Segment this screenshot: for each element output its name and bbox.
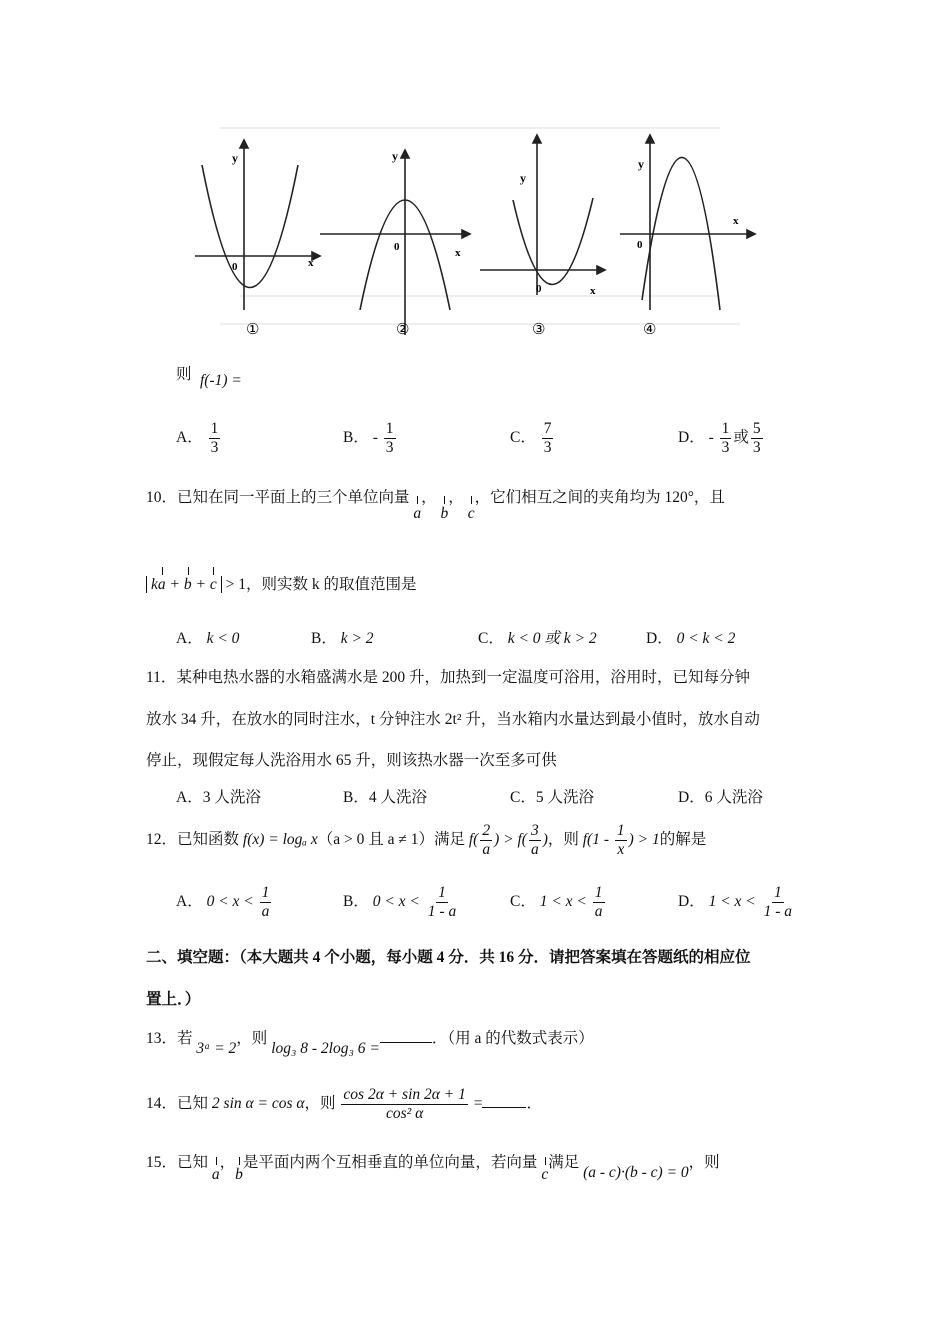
q10-option-c-letter: C． (478, 630, 504, 647)
q15-text-a: 已知 (177, 1154, 209, 1171)
q12-option-d (678, 884, 796, 921)
q12-option-a (176, 884, 273, 921)
q12-line (146, 822, 706, 859)
q11-option-c (510, 785, 594, 807)
vector-c: c (209, 576, 217, 593)
vector-c: c (467, 505, 475, 522)
fraction-den: a (530, 840, 539, 858)
q11-option-d-text: 6 人洗浴 (704, 789, 763, 806)
fraction-den: x (617, 840, 625, 858)
q11-option-d (678, 785, 763, 807)
graph-2-x-arrow (462, 230, 470, 238)
q13-given: 3ᵃ = 2 (196, 1040, 237, 1057)
q9-option-c-fraction (542, 420, 554, 457)
vector-c: c (541, 1166, 549, 1183)
fraction-den: a (482, 840, 491, 858)
q11-line2: 放水 34 升，在放水的同时注水，t 分钟注水 2t² 升，当水箱内水量达到最小值时，放水自动 (146, 711, 760, 728)
q14-text-b: ，则 (304, 1094, 336, 1112)
q11-option-b (343, 785, 427, 807)
q9-option-d (678, 420, 765, 457)
vector-b: b (440, 505, 449, 522)
fraction-den: 3 (752, 438, 761, 456)
q12-inequality: f( $\frac{2}{a}$ ) > f( $\frac{3}{a}$ ) (468, 822, 548, 858)
fraction-den: cos² α (385, 1104, 424, 1122)
q15-text-c: 满足 (548, 1154, 580, 1171)
q10-option-c-text: k < 0 或 k > 2 (507, 630, 597, 647)
fraction-num: 7 (543, 420, 552, 437)
q10-option-a-letter: A． (176, 630, 203, 647)
fraction-num: 1 (616, 822, 625, 839)
q9-option-b-sign: - (372, 428, 378, 446)
fraction-num: 1 (594, 884, 603, 901)
q13-number: 13． (146, 1030, 178, 1047)
fraction-num: cos 2α + sin 2α + 1 (343, 1086, 466, 1103)
q13-expression: log₃ 8 - 2log₃ 6 = (271, 1040, 380, 1057)
fraction-num: 3 (530, 822, 539, 839)
fraction-den: 3 (210, 438, 219, 456)
q9-option-b-fraction (384, 420, 396, 457)
q10-condition-tail: > 1 (225, 576, 246, 593)
q15-text-b: 是平面内两个互相垂直的单位向量，若向量 (242, 1154, 538, 1171)
q15-number: 15． (146, 1154, 178, 1171)
graph-3-x-arrow (597, 266, 605, 274)
q9-option-d-fraction-2 (751, 420, 763, 457)
q11-option-a-letter: A． (176, 789, 203, 806)
q10-abs-expression: ka + b + c (146, 576, 222, 593)
fraction-den: 1 - a (763, 902, 793, 920)
fraction-num: 1 (438, 884, 446, 901)
q11-number: 11． (146, 669, 177, 686)
q12-option-d-letter: D． (678, 892, 705, 910)
q12-number: 12． (146, 830, 178, 848)
q14-tail: ． (526, 1094, 542, 1112)
q10-line2 (146, 572, 416, 594)
fraction-num: 5 (752, 420, 761, 437)
q12-option-c (510, 884, 607, 921)
graph-1-y-arrow (240, 140, 248, 148)
q12-target-inequality: f(1 - $\frac{1}{x}$ ) > 1 (582, 822, 660, 858)
q11-line1 (146, 665, 750, 687)
fraction-num: 1 (721, 420, 730, 437)
q9-prefix-text: 则 (176, 366, 192, 383)
fraction-den: a (261, 902, 270, 920)
graph-3-y-label: y (520, 171, 526, 185)
q14-number: 14． (146, 1094, 178, 1112)
graph-1-label: ① (246, 322, 260, 338)
graph-2-origin: 0 (394, 241, 400, 253)
graph-4-x-label: x (733, 215, 739, 227)
q11-option-a (176, 785, 261, 807)
fraction-num: 1 (261, 884, 270, 901)
q12-option-d-left: 1 < x < (708, 892, 756, 910)
q10-text-a: 已知在同一平面上的三个单位向量 (177, 489, 410, 506)
graph-4-origin: 0 (637, 239, 643, 251)
q10-option-b (311, 626, 374, 648)
q15-expression: (a - c)·(b - c) = 0 (583, 1164, 689, 1181)
vector-a: a (157, 576, 166, 593)
vector-b: b (235, 1166, 243, 1183)
vector-b: b (183, 576, 192, 593)
q14-equals: = (473, 1094, 483, 1112)
q10-option-b-text: k > 2 (340, 630, 374, 647)
fraction-den: 3 (543, 438, 552, 456)
q9-option-b (343, 420, 398, 457)
q11-option-c-letter: C． (510, 789, 536, 806)
graph-2-y-arrow (401, 150, 409, 158)
q10-text-c: ，则实数 k 的取值范围是 (245, 576, 417, 593)
fraction-num: 2 (482, 822, 491, 839)
q13-line (146, 1026, 594, 1057)
vector-a: a (413, 505, 422, 522)
q12-option-b-left: 0 < x < (372, 892, 420, 910)
q14-answer-blank[interactable] (482, 1093, 526, 1108)
q11-option-b-letter: B． (343, 789, 369, 806)
fraction-num: 1 (385, 420, 394, 437)
fraction-num: 1 (773, 884, 782, 901)
q10-line1 (146, 485, 725, 522)
q14-fraction (341, 1086, 467, 1123)
graph-2-x-label: x (455, 247, 461, 259)
q9-option-a (176, 420, 222, 457)
graph-3-origin: 0 (536, 283, 542, 295)
q10-k: k (151, 576, 158, 593)
graph-1-x-label: x (308, 257, 314, 269)
q10-separator: ， (448, 489, 464, 506)
graph-1-origin: 0 (232, 261, 238, 273)
q10-number: 10． (146, 489, 178, 506)
q11-option-d-letter: D． (678, 789, 705, 806)
q10-option-d (646, 626, 735, 648)
q14-line (146, 1086, 542, 1123)
graph-4-label: ④ (643, 322, 657, 338)
q11-option-b-text: 4 人洗浴 (368, 789, 427, 806)
q12-text-b: ，则 (547, 830, 579, 848)
graph-3-curve (513, 198, 593, 285)
q12-text-c: 的解是 (659, 830, 707, 848)
vector-a: a (211, 1166, 220, 1183)
q10-option-c (478, 626, 597, 648)
q11-line3: 停止，现假定每人洗浴用水 65 升，则该热水器一次至多可供 (146, 752, 557, 769)
q12-option-b (343, 884, 460, 921)
q13-answer-blank[interactable] (380, 1028, 432, 1043)
graph-3 (480, 135, 605, 295)
q14-given: 2 sin α = cos α (211, 1094, 305, 1112)
graph-1-y-label: y (232, 151, 238, 165)
q9-option-b-letter: B． (343, 428, 369, 446)
faint-scan-artifacts (220, 128, 740, 324)
q10-option-a-text: k < 0 (206, 630, 240, 647)
q13-tail: ．（用 a 的代数式表示） (431, 1030, 594, 1047)
q10-option-b-letter: B． (311, 630, 337, 647)
q15-tail: ，则 (688, 1154, 720, 1171)
q11-line1-text: 某种电热水器的水箱盛满水是 200 升，加热到一定温度可浴用，浴用时，已知每分钟 (176, 669, 750, 686)
q9-option-a-letter: A． (176, 428, 203, 446)
fraction-den: 1 - a (427, 902, 457, 920)
graph-4-y-arrow (646, 135, 654, 143)
q13-text-b: ，则 (236, 1030, 268, 1047)
q9-option-d-joiner: 或 (733, 428, 749, 446)
q9-option-d-letter: D． (678, 428, 705, 446)
q10-option-a (176, 626, 239, 648)
quadratic-graphs-figure (180, 110, 780, 350)
q10-text-b: ，它们相互之间的夹角均为 120°，且 (474, 489, 725, 506)
q9-prefix (176, 362, 192, 384)
q13-text-a: 若 (177, 1030, 193, 1047)
section2-title-line1: 二、填空题：（本大题共 4 个小题，每小题 4 分．共 16 分．请把答案填在答题纸的相应位 (146, 949, 751, 966)
q9-option-a-fraction (209, 420, 221, 457)
q12-option-a-letter: A． (176, 892, 203, 910)
q15-line: 15．已知 a，b是平面内两个互相垂直的单位向量，若向量 c满足 (a - c)·(b - c) = 0，则 (146, 1154, 720, 1183)
graph-4-x-arrow (747, 230, 755, 238)
graph-1 (195, 140, 320, 310)
q9-expression: f(-1) = (200, 372, 242, 389)
q12-option-c-left: 1 < x < (539, 892, 587, 910)
graph-2-y-label: y (392, 149, 398, 163)
graph-2-label: ② (396, 322, 410, 338)
fraction-den: 3 (721, 438, 730, 456)
q12-option-b-letter: B． (343, 892, 369, 910)
section2-title-line2: 置上．） (146, 991, 201, 1008)
graph-4-y-label: y (638, 157, 644, 171)
q14-text-a: 已知 (177, 1094, 209, 1112)
q9-option-d-sign: - (708, 428, 714, 446)
q12-option-c-letter: C． (510, 892, 536, 910)
q11-option-c-text: 5 人洗浴 (535, 789, 594, 806)
graph-3-x-label: x (590, 285, 596, 297)
graph-1-curve (202, 165, 298, 288)
q12-option-a-left: 0 < x < (206, 892, 254, 910)
fraction-den: 3 (385, 438, 394, 456)
graph-3-y-arrow (533, 135, 541, 143)
fraction-den: a (594, 902, 603, 920)
q11-option-a-text: 3 人洗浴 (202, 789, 261, 806)
fraction-num: 1 (210, 420, 219, 437)
q12-function: f(x) = logₐ x (242, 830, 318, 848)
q12-condition: （a > 0 且 a ≠ 1）满足 (317, 830, 465, 848)
q9-option-d-fraction-1 (720, 420, 732, 457)
q12-text-a: 已知函数 (177, 830, 240, 848)
q9-option-c (510, 420, 555, 457)
q9-option-c-letter: C． (510, 428, 536, 446)
q10-option-d-text: 0 < k < 2 (676, 630, 736, 647)
graph-3-label: ③ (532, 322, 546, 338)
q10-separator: ， (421, 489, 437, 506)
q10-option-d-letter: D． (646, 630, 673, 647)
